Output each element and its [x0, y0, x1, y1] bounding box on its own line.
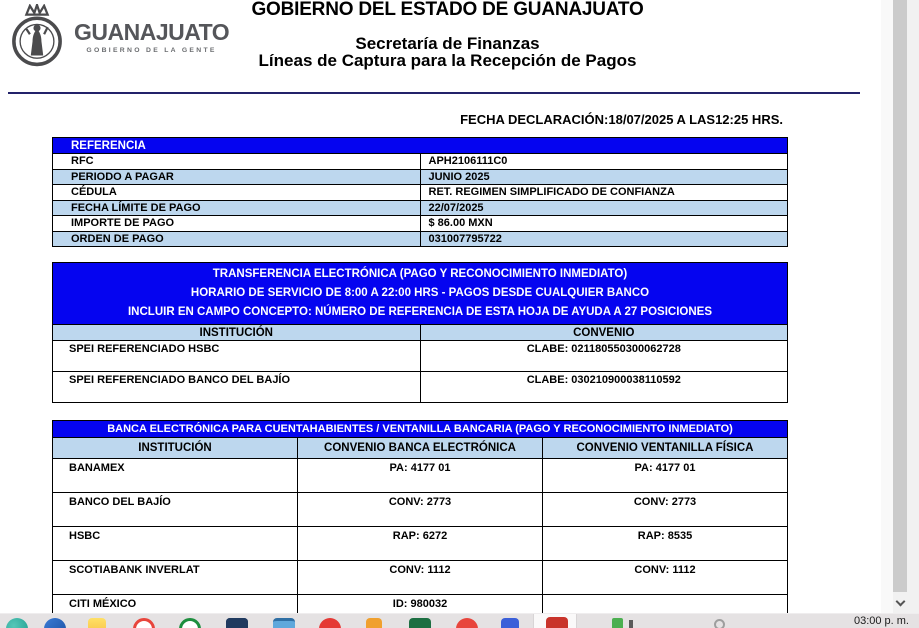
institution-cell: SCOTIABANK INVERLAT [53, 561, 298, 595]
taskbar-app-11-icon[interactable] [456, 618, 478, 628]
table-row [53, 341, 788, 372]
agreement-cell: CLABE: 030210900038110592 [420, 372, 788, 403]
taskbar-app-2-icon[interactable] [44, 618, 66, 628]
electronic-agreement-cell: ID: 980032 [298, 595, 543, 628]
transfer-banner-cell [53, 263, 788, 325]
table-row [53, 216, 788, 232]
transfer-banner-line2: HORARIO DE SERVICIO DE 8:00 A 22:00 HRS - PAGOS DESDE CUALQUIER BANCO [190, 287, 650, 299]
table-row [53, 527, 788, 561]
taskbar-app-7-icon[interactable] [273, 618, 295, 628]
transfer-banner-line1: TRANSFERENCIA ELECTRÓNICA (PAGO Y RECONOCIMIENTO INMEDIATO) [212, 268, 628, 280]
row-label: RFC [53, 154, 421, 170]
electronic-agreement-cell: CONV: 2773 [298, 493, 543, 527]
row-value: JUNIO 2025 [420, 169, 788, 185]
taskbar-app-4-icon[interactable] [133, 618, 155, 628]
bank-table-banner [53, 421, 788, 438]
taskbar-clock[interactable]: 03:00 p. m. [853, 615, 909, 627]
taskbar-app-3-icon[interactable] [88, 618, 106, 628]
institution-cell: HSBC [53, 527, 298, 561]
table-row [53, 169, 788, 185]
declaration-date: FECHA DECLARACIÓN:18/07/2025 A LAS12:25 HRS. [460, 112, 783, 127]
row-label: IMPORTE DE PAGO [53, 216, 421, 232]
window-agreement-cell: PA: 4177 01 [543, 459, 788, 493]
window-agreement-cell: RAP: 8535 [543, 527, 788, 561]
row-value: $ 86.00 MXN [420, 216, 788, 232]
taskbar-app-10-icon[interactable] [409, 618, 431, 628]
window-agreement-cell: CONV: 1112 [543, 561, 788, 595]
taskbar [0, 613, 919, 628]
agreement-cell: CLABE: 021180550300062728 [420, 341, 788, 372]
column-header: INSTITUCIÓN [53, 325, 421, 341]
electronic-agreement-cell: CONV: 1112 [298, 561, 543, 595]
row-value: 22/07/2025 [420, 200, 788, 216]
row-label: CÉDULA [53, 185, 421, 201]
column-header: CONVENIO BANCA ELECTRÓNICA [298, 438, 543, 459]
page-subtitle-secretaria: Secretaría de Finanzas [355, 34, 540, 53]
taskbar-active-app-button[interactable] [533, 614, 577, 628]
table-row [53, 372, 788, 403]
electronic-agreement-cell: RAP: 6272 [298, 527, 543, 561]
taskbar-app-5-icon[interactable] [179, 618, 201, 628]
institution-cell: SPEI REFERENCIADO BANCO DEL BAJÍO [53, 372, 421, 403]
transfer-table-banner [53, 263, 788, 325]
bank-banner-cell: BANCA ELECTRÓNICA PARA CUENTAHABIENTES / VENTANILLA BANCARIA (PAGO Y RECONOCIMIENTO INMEDIATO) [53, 421, 788, 438]
reference-table-title: REFERENCIA [53, 138, 788, 154]
transfer-column-headers [53, 325, 788, 341]
row-label: ORDEN DE PAGO [53, 231, 421, 247]
table-row [53, 493, 788, 527]
institution-cell: BANAMEX [53, 459, 298, 493]
column-header: INSTITUCIÓN [53, 438, 298, 459]
taskbar-app-8-icon[interactable] [319, 618, 341, 628]
brand-name: GUANAJUATO [74, 18, 230, 45]
table-row [53, 561, 788, 595]
bank-column-headers [53, 438, 788, 459]
table-row [53, 231, 788, 247]
table-row [53, 154, 788, 170]
row-label: FECHA LÍMITE DE PAGO [53, 200, 421, 216]
bank-table [52, 420, 788, 628]
reference-table [52, 137, 788, 247]
institution-cell: BANCO DEL BAJÍO [53, 493, 298, 527]
column-header: CONVENIO VENTANILLA FÍSICA [543, 438, 788, 459]
institution-cell: SPEI REFERENCIADO HSBC [53, 341, 421, 372]
reference-table-header [53, 138, 788, 154]
table-row [53, 185, 788, 201]
tray-app-2-icon[interactable] [629, 620, 633, 628]
page-title: GOBIERNO DEL ESTADO DE GUANAJUATO [251, 0, 644, 20]
page-subtitle-lineas: Líneas de Captura para la Recepción de Pagos [258, 51, 637, 70]
institution-cell: CITI MÉXICO [53, 595, 298, 628]
table-row [53, 200, 788, 216]
row-label: PERIODO A PAGAR [53, 169, 421, 185]
pdf-app-icon [546, 617, 568, 628]
tray-status-icon[interactable] [714, 619, 725, 628]
header-divider [8, 92, 860, 94]
taskbar-app-12-icon[interactable] [501, 618, 519, 628]
table-row [53, 459, 788, 493]
page-gutter [881, 0, 893, 613]
scrollbar-down-button[interactable] [893, 592, 907, 613]
row-value: APH2106111C0 [420, 154, 788, 170]
chevron-down-icon [895, 596, 905, 606]
taskbar-app-1-icon[interactable] [6, 618, 28, 628]
taskbar-app-6-icon[interactable] [226, 618, 248, 628]
electronic-agreement-cell: PA: 4177 01 [298, 459, 543, 493]
column-header: CONVENIO [420, 325, 788, 341]
transfer-table [52, 262, 788, 403]
row-value: RET. REGIMEN SIMPLIFICADO DE CONFIANZA [420, 185, 788, 201]
row-value: 031007795722 [420, 231, 788, 247]
window-agreement-cell: CONV: 2773 [543, 493, 788, 527]
scrollbar-thumb[interactable] [893, 0, 907, 592]
brand-tagline: GOBIERNO DE LA GENTE [86, 46, 217, 54]
taskbar-app-9-icon[interactable] [366, 618, 382, 628]
transfer-banner-line3: INCLUIR EN CAMPO CONCEPTO: NÚMERO DE REFERENCIA DE ESTA HOJA DE AYUDA A 27 POSICIONES [127, 306, 712, 318]
tray-app-icon[interactable] [612, 618, 623, 628]
